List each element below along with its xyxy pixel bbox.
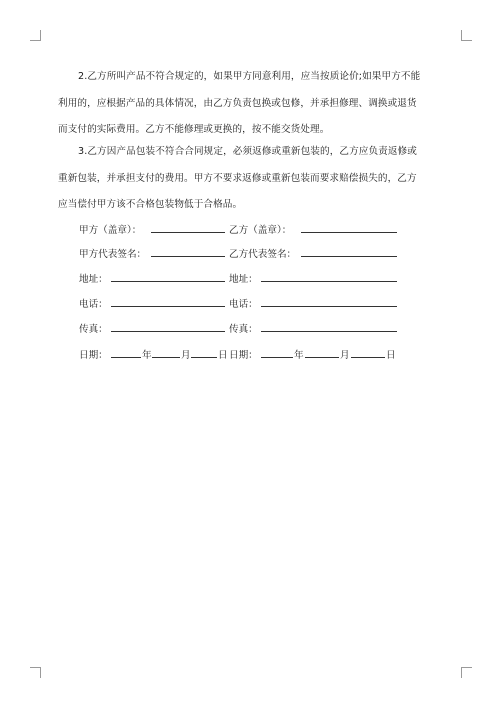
party-b-day-field[interactable]: [351, 347, 385, 358]
party-a-fax-field[interactable]: [111, 321, 225, 332]
day-label: 日: [218, 350, 228, 361]
party-b-address-label: 地址：: [229, 274, 258, 285]
month-label: 月: [181, 350, 191, 361]
crop-mark-top-right: [461, 30, 472, 41]
paragraph-line: 而支付的实际费用。乙方不能修理或更换的，按不能交货处理。: [58, 124, 330, 135]
party-a-month-field[interactable]: [152, 347, 180, 358]
party-b-seal-label: 乙方（盖章）：: [229, 225, 292, 236]
party-b-phone-field[interactable]: [261, 296, 397, 307]
year-label: 年: [294, 350, 304, 361]
party-b-seal-field[interactable]: [301, 222, 397, 233]
party-b-phone-label: 电话：: [229, 299, 258, 310]
party-b-rep-field[interactable]: [301, 246, 397, 257]
paragraph-line: 重新包装，并承担支付的费用。甲方不要求返修或重新包装而要求赔偿损失的，乙方: [58, 172, 417, 184]
crop-mark-bottom-right: [461, 667, 472, 678]
party-b-year-field[interactable]: [261, 347, 293, 358]
party-a-phone-label: 电话：: [79, 299, 108, 310]
year-label: 年: [142, 350, 152, 361]
party-a-seal-field[interactable]: [151, 222, 225, 233]
party-a-year-field[interactable]: [111, 347, 141, 358]
paragraph-clause-2: [58, 64, 442, 144]
party-a-rep-field[interactable]: [151, 246, 225, 257]
party-a-address-label: 地址：: [79, 274, 108, 285]
party-a-day-field[interactable]: [191, 347, 217, 358]
party-a-address-field[interactable]: [111, 271, 225, 282]
party-b-address-field[interactable]: [261, 271, 397, 282]
paragraph-line: 应当偿付甲方该不合格包装物低于合格品。: [58, 199, 243, 210]
party-b-fax-field[interactable]: [261, 321, 397, 332]
party-b-fax-label: 传真：: [229, 324, 258, 335]
day-label: 日: [386, 350, 396, 361]
party-a-phone-field[interactable]: [111, 296, 225, 307]
paragraph-line: 3.乙方因产品包装不符合合同规定，必须返修或重新包装的，乙方应负责返修或: [78, 146, 417, 157]
party-b-rep-label: 乙方代表签名：: [229, 249, 297, 260]
crop-mark-top-left: [30, 30, 41, 41]
party-a-date-label: 日期：: [79, 350, 108, 361]
party-b-month-field[interactable]: [305, 347, 339, 358]
paragraph-clause-3: [58, 139, 442, 219]
crop-mark-bottom-left: [30, 667, 41, 678]
party-a-rep-label: 甲方代表签名：: [79, 249, 147, 260]
paragraph-line: 利用的，应根据产品的具体情况，由乙方负责包换或包修，并承担修理、调换或退货: [58, 97, 417, 109]
party-b-date-label: 日期：: [229, 350, 258, 361]
party-a-fax-label: 传真：: [79, 324, 108, 335]
party-a-seal-label: 甲方（盖章）：: [79, 225, 142, 236]
paragraph-line: 2.乙方所叫产品不符合规定的，如果甲方同意利用，应当按质论价;如果甲方不能: [78, 71, 421, 82]
month-label: 月: [340, 350, 350, 361]
